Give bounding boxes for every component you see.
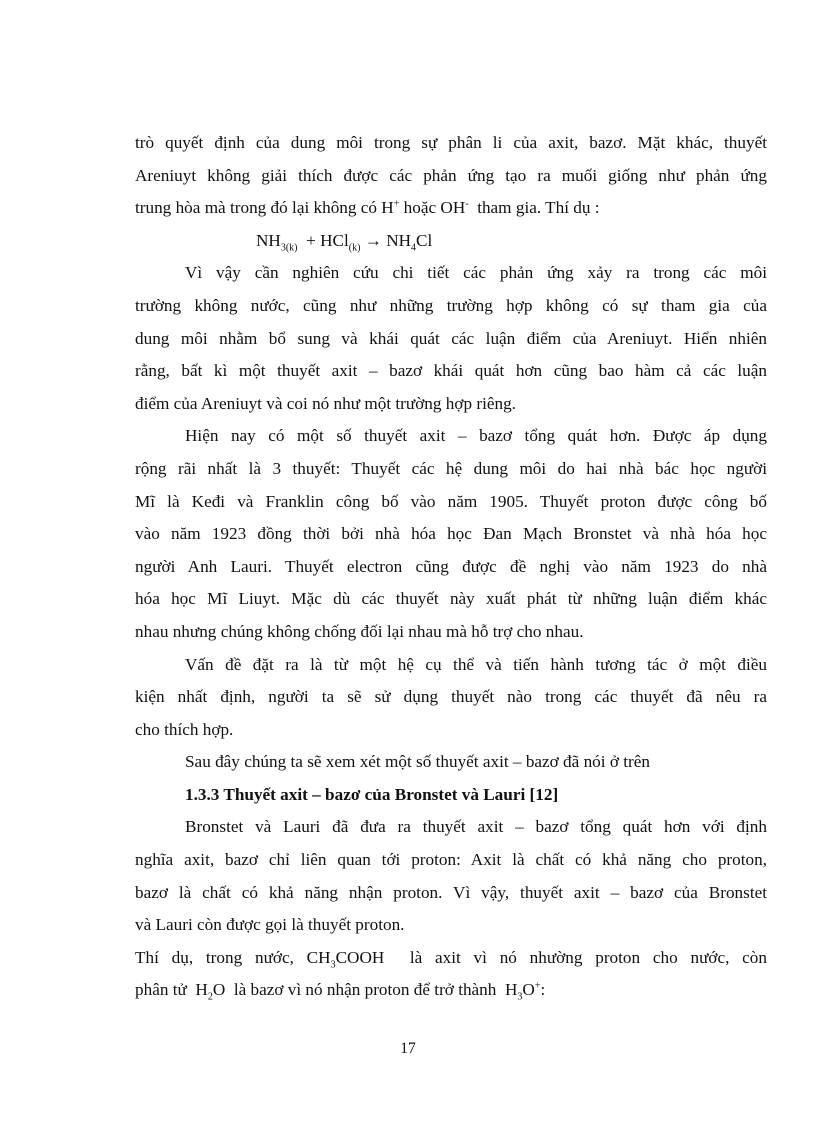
p1-line-3: trung hòa mà trong đó lại không có H+ hoặc OH- tham gia. Thí dụ : bbox=[135, 198, 600, 218]
p3-line-4: vào năm 1923 đồng thời bởi nhà hóa học Đan Mạch Bronstet và nhà hóa học bbox=[135, 524, 767, 544]
p1-line-2: Areniuyt không giải thích được các phản ứng tạo ra muối giống như phản ứng bbox=[135, 165, 767, 185]
page-body bbox=[135, 127, 767, 1007]
p2-line-2: trường không nước, cũng như những trường hợp không có sự tham gia của bbox=[135, 295, 767, 315]
section-heading: 1.3.3 Thuyết axit – bazơ của Bronstet và Lauri [12] bbox=[185, 784, 559, 804]
p3-line-2: rộng rãi nhất là 3 thuyết: Thuyết các hệ dung môi do hai nhà bác học người bbox=[135, 458, 767, 478]
page-number: 17 bbox=[400, 1040, 416, 1057]
p3-line-3: Mĩ là Keđi và Franklin công bố vào năm 1905. Thuyết proton được công bố bbox=[135, 491, 767, 511]
p7-line-1: Thí dụ, trong nước, $CH_3COOH$ là axit vì nó nhường proton cho nước, còn bbox=[135, 947, 767, 971]
h-plus-sup: + bbox=[393, 198, 400, 210]
p3-line-1: Hiện nay có một số thuyết axit – bazơ tổng quát hơn. Được áp dụng bbox=[185, 426, 767, 446]
p2-line-1: Vì vậy cần nghiên cứu chi tiết các phản ứng xảy ra trong các môi bbox=[185, 263, 767, 283]
p1-line-1: trò quyết định của dung môi trong sự phân li của axit, bazơ. Mặt khác, thuyết bbox=[135, 133, 767, 152]
p4-line-2: kiện nhất định, người ta sẽ sử dụng thuyết nào trong các thuyết đã nêu ra bbox=[135, 687, 767, 707]
p2-line-5: điểm của Areniuyt và coi nó như một trường hợp riêng. bbox=[135, 393, 516, 413]
equation-nh3-hcl: $NH_{3(k)} + HCl_{(k)} \to NH_4Cl$ bbox=[256, 230, 433, 254]
p6-line-3: bazơ là chất có khả năng nhận proton. Vì vậy, thuyết axit – bazơ của Bronstet bbox=[135, 882, 767, 902]
p6-line-1: Bronstet và Lauri đã đưa ra thuyết axit – bazơ tổng quát hơn với định bbox=[185, 817, 767, 837]
p7-line-2: phân tử $H_2O$ là bazơ vì nó nhận proton để trở thành $H_3O^+$: bbox=[135, 980, 546, 1003]
p2-line-4: rằng, bất kì một thuyết axit – bazơ khái quát hơn cũng bao hàm cả các luận bbox=[135, 361, 767, 381]
p6-line-2: nghĩa axit, bazơ chỉ liên quan tới proton: Axit là chất có khả năng cho proton, bbox=[135, 850, 767, 870]
p4-line-3: cho thích hợp. bbox=[135, 719, 234, 739]
p4-line-1: Vấn đề đặt ra là từ một hệ cụ thể và tiến hành tương tác ở một điều bbox=[185, 654, 767, 674]
p3-line-5: người Anh Lauri. Thuyết electron cũng được đề nghị vào năm 1923 do nhà bbox=[135, 556, 767, 576]
reaction-arrow: → bbox=[360, 230, 387, 250]
p3-line-6: hóa học Mĩ Liuyt. Mặc dù các thuyết này xuất phát từ những luận điểm khác bbox=[135, 589, 767, 609]
oh-minus-sup: - bbox=[465, 198, 469, 210]
p6-line-4: và Lauri còn được gọi là thuyết proton. bbox=[135, 915, 405, 935]
p3-line-7: nhau nhưng chúng không chống đối lại nhau mà hỗ trợ cho nhau. bbox=[135, 621, 584, 641]
p2-line-3: dung môi nhằm bổ sung và khái quát các luận điểm của Areniuyt. Hiển nhiên bbox=[135, 328, 767, 348]
p5-line-1: Sau đây chúng ta sẽ xem xét một số thuyết axit – bazơ đã nói ở trên bbox=[185, 752, 650, 772]
